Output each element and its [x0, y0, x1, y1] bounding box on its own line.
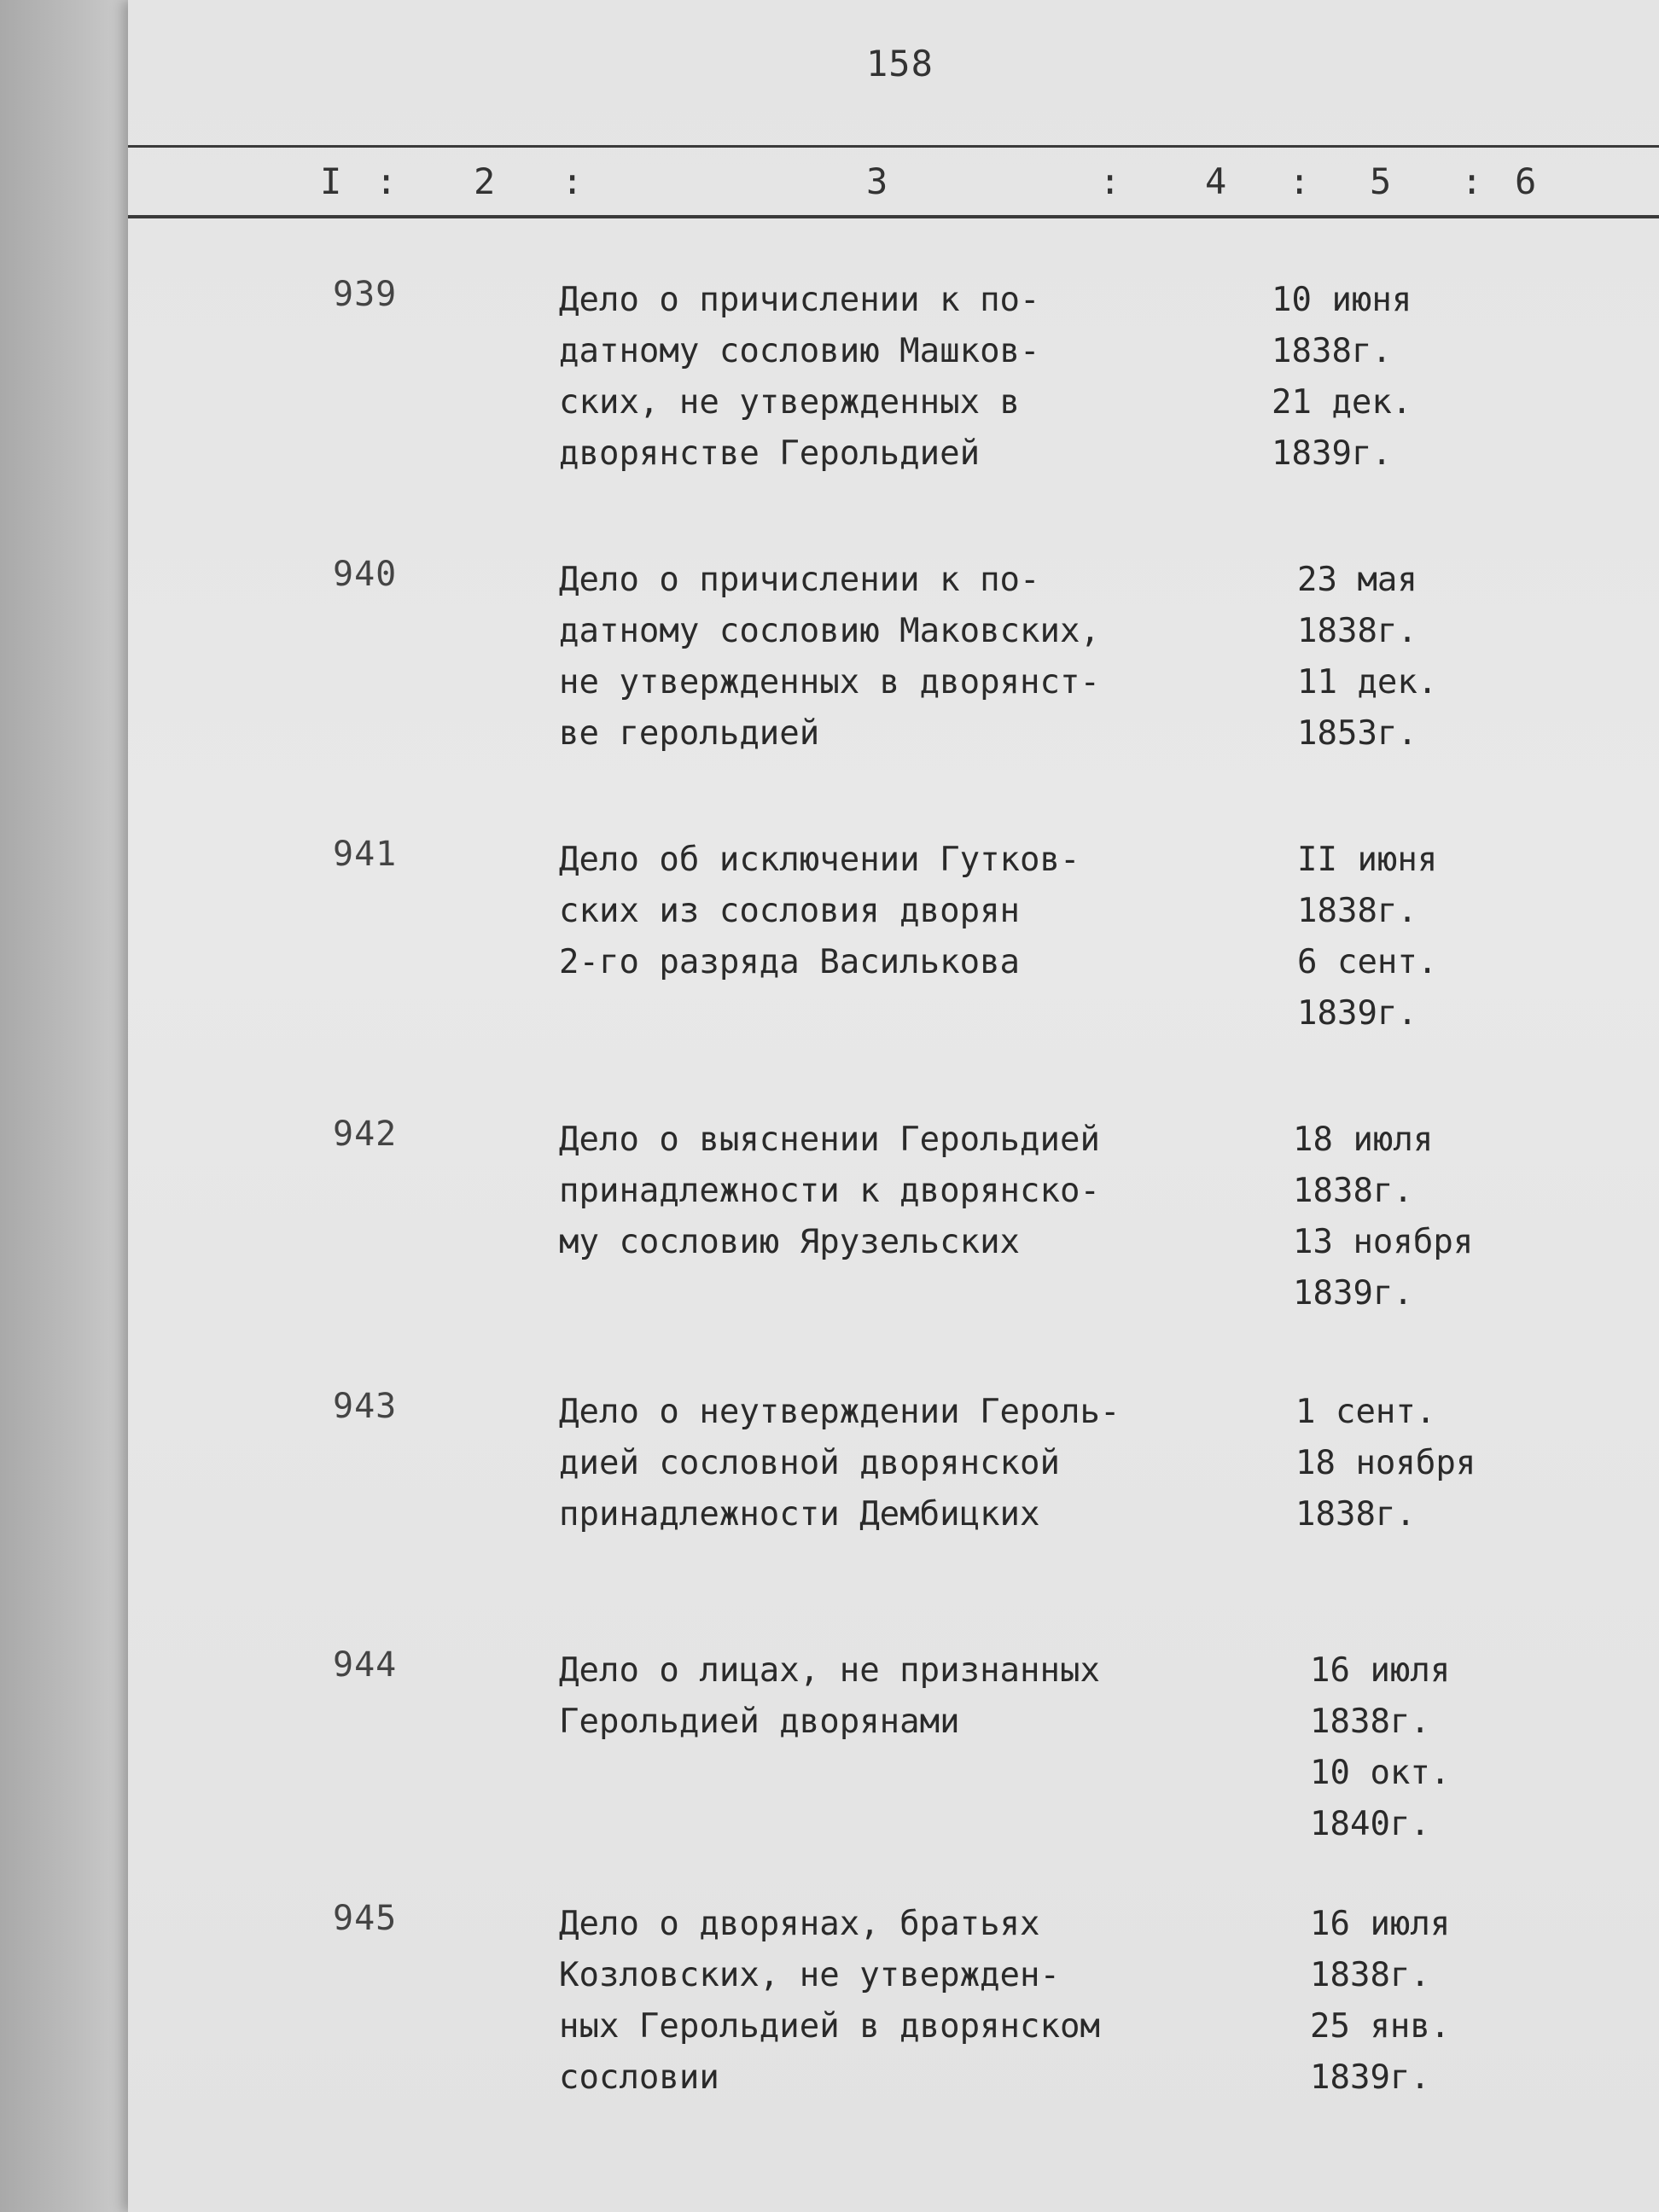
entry-dates	[1297, 835, 1596, 1039]
entry-title	[559, 835, 1208, 988]
date-line: 10 окт.	[1310, 1754, 1451, 1792]
entry-number: 942	[333, 1115, 398, 1154]
column-separator: :	[1099, 160, 1121, 202]
title-line: Дело о неутверждении Героль-	[559, 1393, 1121, 1431]
column-header-3: 3	[866, 160, 888, 202]
date-line: 25 янв.	[1310, 2007, 1451, 2046]
date-line: 1839г.	[1272, 434, 1392, 473]
title-line: ве герольдией	[559, 714, 820, 753]
entry-title	[559, 555, 1208, 760]
entry-dates	[1310, 1645, 1609, 1850]
entry-title	[559, 1899, 1208, 2104]
entry-title	[559, 275, 1208, 480]
column-header-1: I	[320, 160, 342, 202]
title-line: Дело о выяснении Герольдией	[559, 1121, 1100, 1159]
title-line: ских, не утвержденных в	[559, 383, 1021, 422]
title-line: ских из сословия дворян	[559, 892, 1021, 930]
entry-number: 943	[333, 1387, 398, 1426]
entry-title	[559, 1387, 1208, 1540]
date-line: 1853г.	[1297, 714, 1417, 753]
date-line: 10 июня	[1272, 281, 1412, 319]
date-line: 18 ноября	[1295, 1444, 1476, 1482]
date-line: 1838г.	[1297, 612, 1417, 650]
entry-dates	[1297, 555, 1596, 760]
entry-number: 940	[333, 555, 398, 594]
entry-number: 944	[333, 1645, 398, 1685]
title-line: Козловских, не утвержден-	[559, 1956, 1060, 1994]
date-line: 1840г.	[1310, 1805, 1430, 1843]
column-separator: :	[375, 160, 398, 202]
title-line: Дело об исключении Гутков-	[559, 841, 1080, 879]
date-line: 13 ноября	[1293, 1223, 1474, 1261]
entry-number: 941	[333, 835, 398, 874]
title-line: Герольдией дворянами	[559, 1703, 960, 1741]
date-line: 1838г.	[1310, 1956, 1430, 1994]
title-line: Дело о дворянах, братьях	[559, 1905, 1040, 1943]
date-line: 23 мая	[1297, 561, 1417, 599]
title-line: не утвержденных в дворянст-	[559, 663, 1100, 701]
column-header-6: 6	[1515, 160, 1537, 202]
title-line: Дело о причислении к по-	[559, 281, 1040, 319]
entry-title	[559, 1115, 1208, 1268]
column-header-5: 5	[1370, 160, 1392, 202]
header-rule-top	[128, 145, 1659, 148]
column-separator: :	[1461, 160, 1483, 202]
date-line: 1 сент.	[1295, 1393, 1436, 1431]
header-rule-bottom	[128, 215, 1659, 218]
archive-page	[128, 0, 1659, 2212]
title-line: дией сословной дворянской	[559, 1444, 1060, 1482]
date-line: 16 июля	[1310, 1651, 1451, 1690]
date-line: 1839г.	[1297, 994, 1417, 1033]
entry-number: 945	[333, 1899, 398, 1938]
date-line: 1839г.	[1293, 1274, 1413, 1313]
column-header-4: 4	[1205, 160, 1227, 202]
entry-number: 939	[333, 275, 398, 314]
title-line: сословии	[559, 2058, 719, 2097]
entry-dates	[1310, 1899, 1609, 2104]
date-line: 11 дек.	[1297, 663, 1438, 701]
date-line: II июня	[1297, 841, 1438, 879]
date-line: 1838г.	[1272, 332, 1392, 370]
title-line: датному сословию Маковских,	[559, 612, 1100, 650]
entry-dates	[1272, 275, 1570, 480]
column-separator: :	[1289, 160, 1311, 202]
date-line: 6 сент.	[1297, 943, 1438, 981]
title-line: Дело о причислении к по-	[559, 561, 1040, 599]
title-line: ных Герольдией в дворянском	[559, 2007, 1100, 2046]
title-line: Дело о лицах, не признанных	[559, 1651, 1100, 1690]
title-line: му сословию Ярузельских	[559, 1223, 1021, 1261]
page-number: 158	[866, 43, 934, 84]
date-line: 1839г.	[1310, 2058, 1430, 2097]
date-line: 18 июля	[1293, 1121, 1434, 1159]
title-line: 2-го разряда Василькова	[559, 943, 1021, 981]
date-line: 1838г.	[1295, 1495, 1416, 1534]
date-line: 1838г.	[1297, 892, 1417, 930]
date-line: 1838г.	[1310, 1703, 1430, 1741]
title-line: принадлежности к дворянско-	[559, 1172, 1100, 1210]
entry-dates	[1295, 1387, 1594, 1540]
date-line: 21 дек.	[1272, 383, 1412, 422]
binding-shadow	[0, 0, 141, 2212]
date-line: 1838г.	[1293, 1172, 1413, 1210]
title-line: дворянстве Герольдией	[559, 434, 981, 473]
date-line: 16 июля	[1310, 1905, 1451, 1943]
title-line: принадлежности Дембицких	[559, 1495, 1040, 1534]
entry-title	[559, 1645, 1208, 1748]
column-header-2: 2	[474, 160, 496, 202]
entry-dates	[1293, 1115, 1592, 1319]
column-separator: :	[562, 160, 584, 202]
title-line: датному сословию Машков-	[559, 332, 1040, 370]
